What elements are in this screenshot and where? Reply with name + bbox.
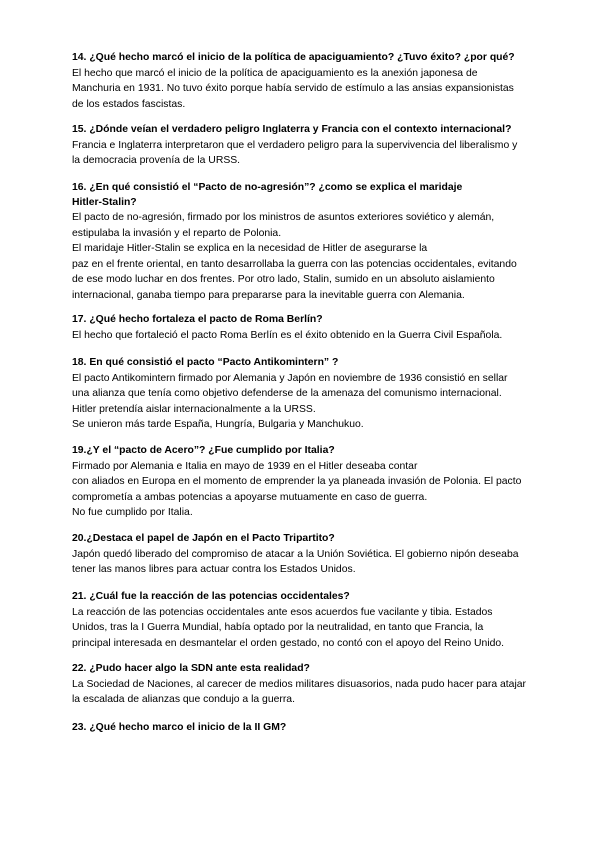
question-title: 20.¿Destaca el papel de Japón en el Pacto Tripartito? — [72, 533, 335, 544]
question-title: 22. ¿Pudo hacer algo la SDN ante esta realidad? — [72, 663, 310, 674]
question-15 — [72, 123, 572, 169]
question-title: 14. ¿Qué hecho marcó el inicio de la política de apaciguamiento? ¿Tuvo éxito? ¿por qué? — [72, 52, 515, 63]
question-14 — [72, 51, 572, 112]
question-title: 18. En qué consistió el pacto “Pacto Antikomintern” ? — [72, 357, 339, 368]
question-answer: La reacción de las potencias occidentales ante esos acuerdos fue vacilante y tibia. Estados Unidos, tras la I Guerra Mundial, había optado por la neutralidad, en tanto que Francia, la principal interesada en desmantelar el orden gestado, no contó con el apoyo del Reino Unido. — [72, 606, 505, 649]
question-title: 17. ¿Qué hecho fortaleza el pacto de Roma Berlín? — [72, 314, 323, 325]
question-22 — [72, 662, 572, 708]
question-title: 21. ¿Cuál fue la reacción de las potencias occidentales? — [72, 591, 350, 602]
question-answer: El pacto Antikomintern firmado por Alemania y Japón en noviembre de 1936 consistió en sellar una alianza que tenía como objetivo defenderse de la amenaza del comunismo internacional. Hitler pretendía aislar internacionalmente a la URSS. Se unieron más tarde España, Hungría, Bulgaria y Manchukuo. — [72, 372, 508, 430]
question-answer: Francia e Inglaterra interpretaron que el verdadero peligro para la supervivencia del liberalismo y la democracia provenía de la URSS. — [72, 139, 518, 166]
question-title: 16. ¿En qué consistió el “Pacto de no-agresión”? ¿como se explica el maridaje Hitler-Stalin? — [72, 182, 463, 208]
question-18 — [72, 356, 572, 433]
question-23 — [72, 721, 572, 736]
question-19 — [72, 444, 572, 521]
question-21 — [72, 590, 572, 651]
question-17 — [72, 313, 572, 343]
question-20 — [72, 532, 572, 578]
question-answer: La Sociedad de Naciones, al carecer de medios militares disuasorios, nada pudo hacer para atajar la escalada de alianzas que condujo a la guerra. — [72, 678, 526, 705]
question-title: 23. ¿Qué hecho marco el inicio de la II GM? — [72, 722, 287, 733]
question-answer: Firmado por Alemania e Italia en mayo de 1939 en el Hitler deseaba contar con aliados en Europa en el momento de emprender la ya planeada invasión de Polonia. El pacto comprometía a ambas potencias a apoyarse mutuamente en caso de guerra. No fue cumplido por Italia. — [72, 460, 522, 518]
question-answer: El pacto de no-agresión, firmado por los ministros de asuntos exteriores soviético y alemán, estipulaba la invasión y el reparto de Polonia. El maridaje Hitler-Stalin se explica en la necesidad de Hitler de asegurarse la paz en el frente oriental, en tanto desarrollaba la guerra con las potencias occidentales, evitando de ese modo luchar en dos frentes. Por otro lado, Stalin, sumido en un absoluto aislamiento internacional, ganaba tiempo para prepararse para la inevitable guerra con Alemania. — [72, 212, 517, 301]
question-16 — [72, 181, 572, 303]
question-answer: El hecho que fortaleció el pacto Roma Berlín es el éxito obtenido en la Guerra Civil Española. — [72, 329, 503, 341]
question-title: 19.¿Y el “pacto de Acero”? ¿Fue cumplido por Italia? — [72, 445, 335, 456]
question-title: 15. ¿Dónde veían el verdadero peligro Inglaterra y Francia con el contexto internacional? — [72, 124, 512, 135]
question-answer: Japón quedó liberado del compromiso de atacar a la Unión Soviética. El gobierno nipón deseaba tener las manos libres para actuar contra los Estados Unidos. — [72, 548, 519, 575]
question-answer: El hecho que marcó el inicio de la política de apaciguamiento es la anexión japonesa de Manchuria en 1931. No tuvo éxito porque había servido de estímulo a las ansias expansionistas de los estados fascistas. — [72, 67, 514, 110]
